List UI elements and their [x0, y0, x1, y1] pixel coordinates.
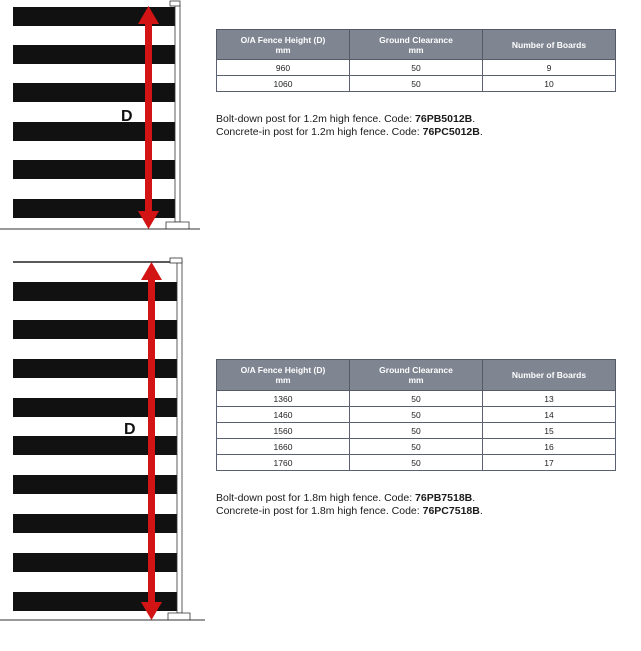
- table-row: [217, 439, 616, 455]
- table-row: [217, 391, 616, 407]
- dimension-label-d: D: [121, 108, 133, 125]
- cell-height: 960: [217, 60, 350, 76]
- dimension-label-d: D: [124, 421, 136, 438]
- table-row: [217, 423, 616, 439]
- cell-boards: 17: [483, 455, 616, 471]
- post-codes-note-1: [216, 113, 483, 139]
- cell-boards: 13: [483, 391, 616, 407]
- cell-height: 1360: [217, 391, 350, 407]
- header-height: O/A Fence Height (D) mm: [217, 30, 350, 60]
- bolt-down-line: Bolt-down post for 1.2m high fence. Code: 76PB5012B.: [216, 113, 476, 125]
- cell-clearance: 50: [350, 455, 483, 471]
- cell-height: 1760: [217, 455, 350, 471]
- table-row: [217, 407, 616, 423]
- concrete-in-line: Concrete-in post for 1.8m high fence. Code: 76PC7518B.: [216, 505, 483, 517]
- header-clearance: Ground Clearance mm: [350, 360, 483, 391]
- spec-table-2: [216, 359, 616, 471]
- cell-clearance: 50: [350, 76, 483, 92]
- spec-table-1: [216, 29, 616, 92]
- header-boards: Number of Boards: [483, 30, 616, 60]
- concrete-in-code: 76PC7518B: [422, 505, 480, 517]
- cell-boards: 16: [483, 439, 616, 455]
- cell-clearance: 50: [350, 407, 483, 423]
- cell-height: 1660: [217, 439, 350, 455]
- table-row: [217, 76, 616, 92]
- cell-boards: 10: [483, 76, 616, 92]
- table-row: [217, 60, 616, 76]
- dimension-arrow: [138, 6, 159, 229]
- cell-boards: 14: [483, 407, 616, 423]
- post-codes-note-2: [216, 492, 483, 518]
- cell-clearance: 50: [350, 391, 483, 407]
- cell-height: 1460: [217, 407, 350, 423]
- cell-clearance: 50: [350, 439, 483, 455]
- fence-boards: [13, 7, 178, 218]
- cell-height: 1560: [217, 423, 350, 439]
- cell-clearance: 50: [350, 423, 483, 439]
- table-row: [217, 455, 616, 471]
- header-height: O/A Fence Height (D) mm: [217, 360, 350, 391]
- fence-post: [166, 1, 189, 229]
- cell-height: 1060: [217, 76, 350, 92]
- bolt-down-code: 76PB5012B: [415, 113, 473, 125]
- cell-boards: 15: [483, 423, 616, 439]
- cell-clearance: 50: [350, 60, 483, 76]
- concrete-in-code: 76PC5012B: [422, 126, 480, 138]
- bolt-down-code: 76PB7518B: [415, 492, 473, 504]
- cell-boards: 9: [483, 60, 616, 76]
- concrete-in-line: Concrete-in post for 1.2m high fence. Code: 76PC5012B.: [216, 126, 483, 138]
- bolt-down-line: Bolt-down post for 1.8m high fence. Code: 76PB7518B.: [216, 492, 476, 504]
- fence-diagram-1: [0, 0, 200, 232]
- fence-diagram-2: [0, 254, 205, 626]
- header-boards: Number of Boards: [483, 360, 616, 391]
- header-clearance: Ground Clearance mm: [350, 30, 483, 60]
